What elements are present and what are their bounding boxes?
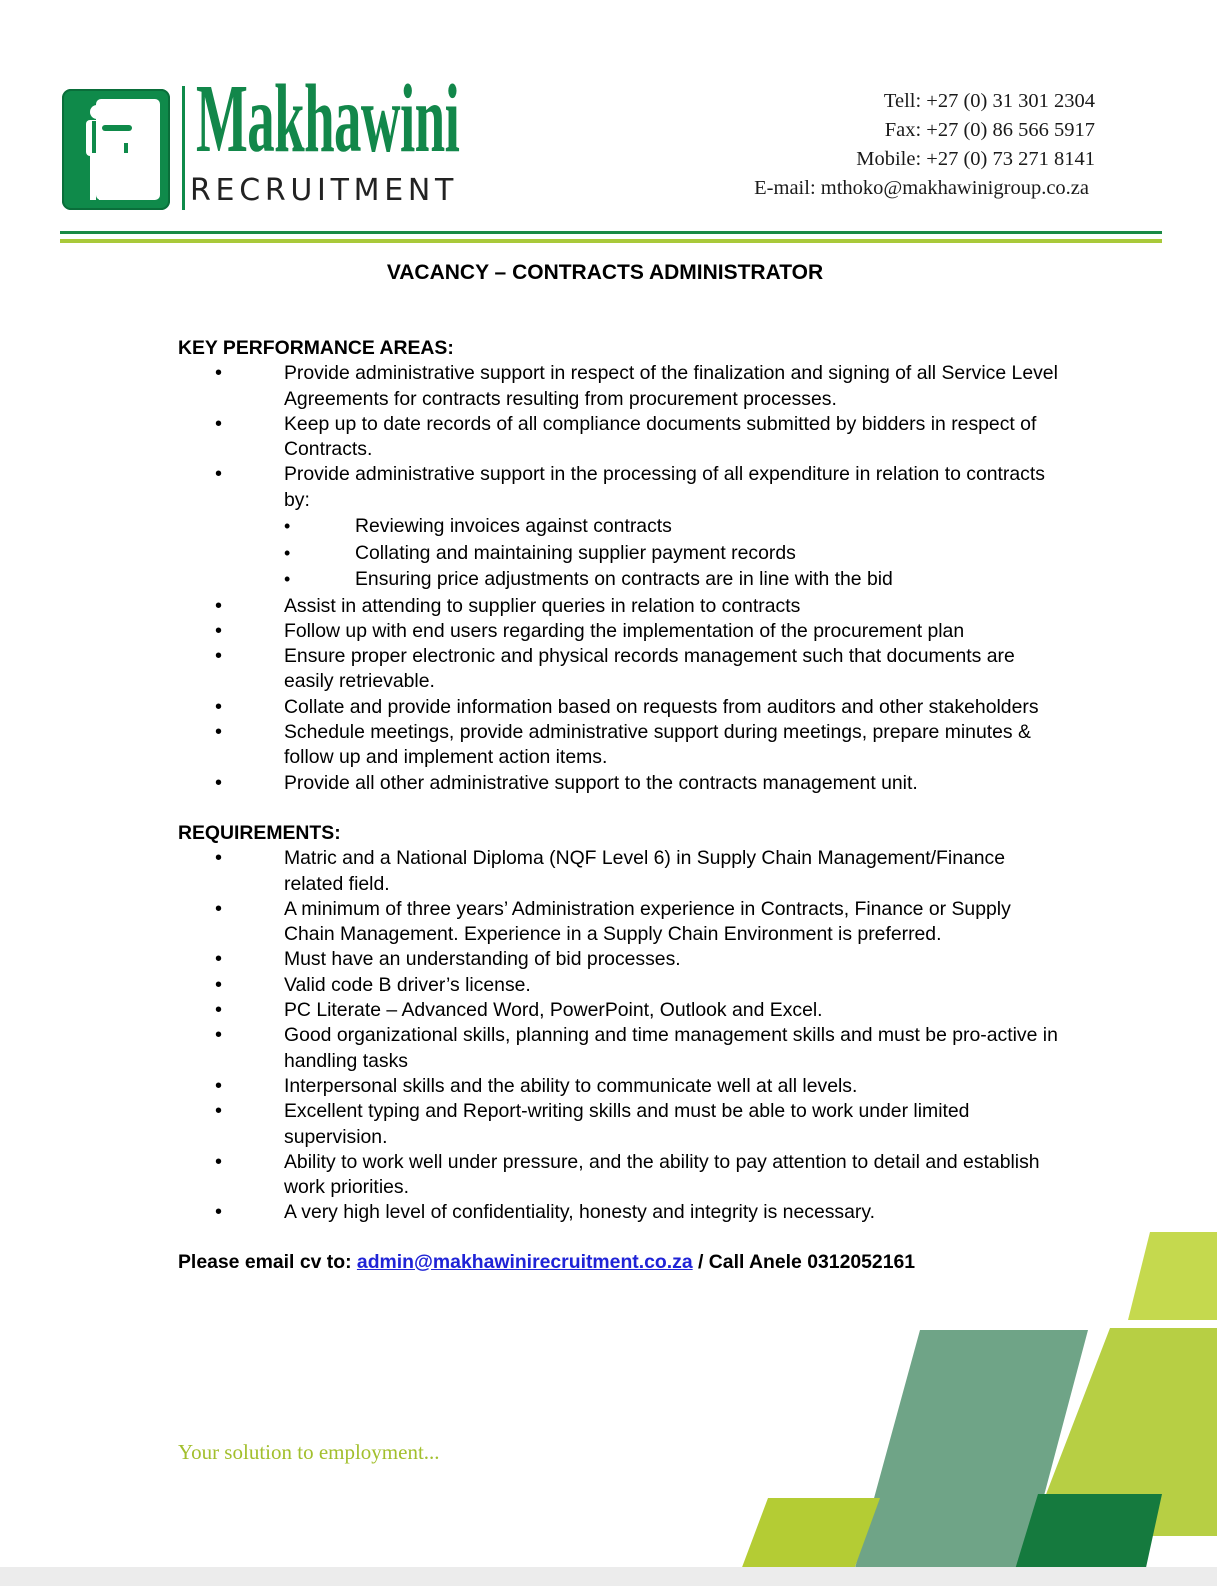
bullet-icon: • bbox=[215, 1201, 223, 1224]
bullet-icon: • bbox=[215, 619, 223, 642]
list-item-text: A very high level of confidentiality, honesty and integrity is necessary. bbox=[284, 1201, 876, 1224]
bullet-icon: • bbox=[215, 1074, 223, 1097]
kpa-list bbox=[178, 361, 1058, 796]
header-rule-green bbox=[60, 231, 1162, 234]
bullet-icon: • bbox=[215, 948, 223, 971]
bullet-icon: • bbox=[284, 516, 291, 537]
list-item bbox=[178, 998, 1058, 1023]
bullet-icon: • bbox=[215, 463, 223, 486]
list-item-text: PC Literate – Advanced Word, PowerPoint, Outlook and Excel. bbox=[284, 999, 823, 1022]
kpa-heading: KEY PERFORMANCE AREAS: bbox=[178, 337, 454, 359]
list-item bbox=[178, 462, 1058, 593]
list-item-text: Ability to work well under pressure, and the ability to pay attention to detail and establish work priorities. bbox=[284, 1150, 1040, 1199]
tagline: Your solution to employment... bbox=[178, 1440, 440, 1464]
contact-email: E-mail: mthoko@makhawinigroup.co.za bbox=[754, 177, 1089, 199]
logo-wordmark: Makhawini bbox=[196, 65, 460, 173]
list-item bbox=[178, 1023, 1058, 1074]
list-item bbox=[178, 973, 1058, 998]
footer-strip bbox=[0, 1567, 1217, 1586]
list-item bbox=[178, 771, 1058, 796]
list-item bbox=[178, 846, 1058, 897]
contact-mobile: Mobile: +27 (0) 73 271 8141 bbox=[856, 148, 1095, 170]
bullet-icon: • bbox=[215, 412, 223, 435]
apply-prefix: Please email cv to: bbox=[178, 1250, 357, 1273]
list-item-text: Provide all other administrative support to the contracts management unit. bbox=[284, 771, 918, 794]
bullet-icon: • bbox=[215, 897, 223, 920]
list-item-text: Must have an understanding of bid processes. bbox=[284, 948, 681, 971]
list-item bbox=[178, 897, 1058, 948]
list-item-text: Matric and a National Diploma (NQF Level 6) in Supply Chain Management/Finance related field. bbox=[284, 847, 1006, 895]
bullet-icon: • bbox=[215, 999, 223, 1022]
content bbox=[178, 336, 1058, 1275]
bullet-icon: • bbox=[215, 645, 223, 668]
stripe-lime-right bbox=[1030, 1328, 1217, 1536]
sub-list-item bbox=[178, 514, 1058, 541]
list-item bbox=[178, 1099, 1058, 1150]
logo-subtitle: RECRUITMENT bbox=[190, 173, 459, 208]
apply-suffix: / Call Anele 0312052161 bbox=[692, 1250, 916, 1273]
bullet-icon: • bbox=[215, 362, 223, 385]
list-item bbox=[178, 619, 1058, 644]
bullet-icon: • bbox=[215, 695, 223, 718]
bullet-icon: • bbox=[215, 1150, 223, 1173]
bullet-icon: • bbox=[215, 1100, 223, 1123]
bullet-icon: • bbox=[215, 771, 223, 794]
stripe-sage bbox=[850, 1330, 1088, 1586]
list-item-text: Excellent typing and Report-writing skills and must be able to work under limited supervision. bbox=[284, 1100, 970, 1148]
list-item-text: Provide administrative support in the processing of all expenditure in relation to contracts by: bbox=[284, 463, 1045, 511]
contact-block bbox=[675, 87, 1095, 203]
sub-list-item bbox=[178, 567, 1058, 594]
bullet-icon: • bbox=[215, 721, 223, 744]
list-item bbox=[178, 644, 1058, 695]
stripe-lime-top bbox=[1128, 1232, 1217, 1320]
list-item bbox=[178, 695, 1058, 720]
list-item bbox=[178, 947, 1058, 972]
header-rule-lime bbox=[60, 239, 1162, 243]
list-item bbox=[178, 720, 1058, 771]
requirements-heading: REQUIREMENTS: bbox=[178, 821, 341, 844]
list-item-text: Interpersonal skills and the ability to communicate well at all levels. bbox=[284, 1074, 858, 1097]
list-item bbox=[178, 1200, 1058, 1225]
bullet-icon: • bbox=[284, 542, 291, 563]
list-item-text: A minimum of three years’ Administration experience in Contracts, Finance or Supply Chain Management. Experience in a Supply Chain Environment is preferred. bbox=[284, 897, 1011, 946]
list-item bbox=[178, 1150, 1058, 1201]
list-item-text: Valid code B driver’s license. bbox=[284, 973, 531, 996]
list-item-text: Follow up with end users regarding the implementation of the procurement plan bbox=[284, 619, 965, 642]
apply-line bbox=[178, 1250, 1058, 1275]
bullet-icon: • bbox=[215, 973, 223, 996]
bullet-icon: • bbox=[284, 569, 291, 590]
contact-tel: Tell: +27 (0) 31 301 2304 bbox=[883, 90, 1095, 112]
list-item bbox=[178, 361, 1058, 412]
list-item-text: Collate and provide information based on requests from auditors and other stakeholders bbox=[284, 695, 1039, 718]
sub-list-item-text: Ensuring price adjustments on contracts are in line with the bid bbox=[355, 568, 893, 591]
list-item-text: Good organizational skills, planning and time management skills and must be pro-active in handling tasks bbox=[284, 1024, 1058, 1072]
logo-icon bbox=[62, 89, 170, 210]
bullet-icon: • bbox=[215, 594, 223, 617]
apply-email-link[interactable]: admin@makhawinirecruitment.co.za bbox=[356, 1250, 693, 1273]
list-item-text: Provide administrative support in respect of the finalization and signing of all Service Level Agreements for contracts resulting from procurement processes. bbox=[284, 362, 1058, 410]
list-item bbox=[178, 594, 1058, 619]
sub-list-item-text: Collating and maintaining supplier payment records bbox=[355, 541, 796, 564]
bullet-icon: • bbox=[215, 1024, 223, 1047]
list-item-text: Schedule meetings, provide administrative support during meetings, prepare minutes & follow up and implement action items. bbox=[284, 721, 1031, 769]
kpa-sub-list bbox=[284, 514, 1058, 594]
page-title: VACANCY – CONTRACTS ADMINISTRATOR bbox=[386, 261, 824, 284]
list-item-text: Keep up to date records of all compliance documents submitted by bidders in respect of Contracts. bbox=[284, 412, 1037, 461]
list-item-text: Ensure proper electronic and physical records management such that documents are easily retrievable. bbox=[284, 645, 1015, 693]
list-item-text: Assist in attending to supplier queries in relation to contracts bbox=[284, 594, 801, 617]
logo-divider bbox=[182, 86, 185, 210]
sub-list-item-text: Reviewing invoices against contracts bbox=[355, 515, 672, 538]
bullet-icon: • bbox=[215, 847, 223, 870]
sub-list-item bbox=[178, 541, 1058, 568]
list-item bbox=[178, 1074, 1058, 1099]
contact-fax: Fax: +27 (0) 86 566 5917 bbox=[884, 119, 1095, 141]
requirements-list bbox=[178, 846, 1058, 1225]
list-item bbox=[178, 412, 1058, 463]
